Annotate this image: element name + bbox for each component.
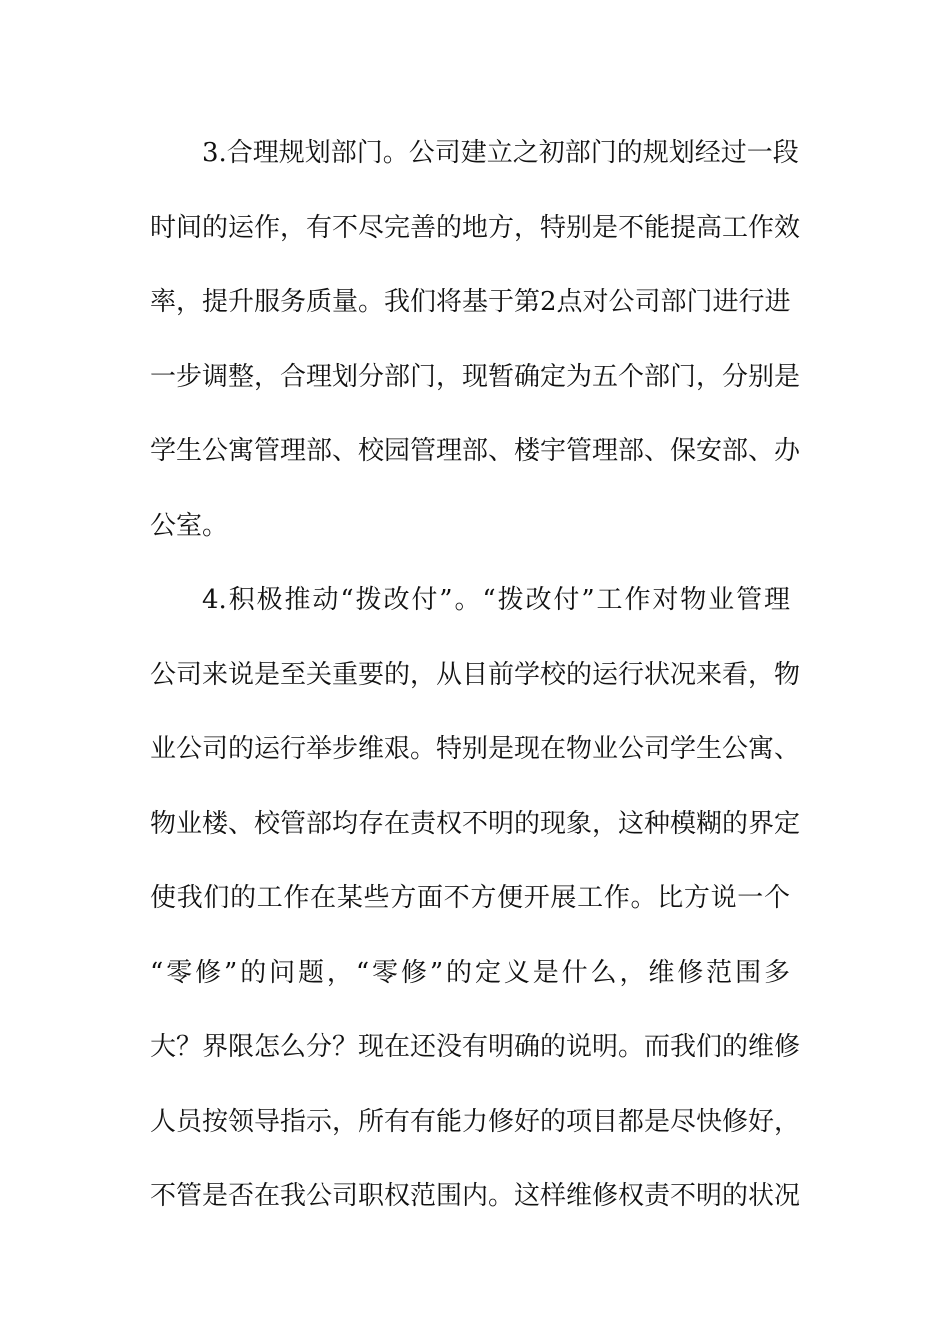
text-line: 4.积极推动“拨改付”。“拨改付”工作对物业管理 — [202, 585, 790, 615]
text-line: 人员按领导指示，所有有能力修好的项目都是尽快修好， — [150, 1106, 801, 1137]
text-line: 时间的运作，有不尽完善的地方，特别是不能提高工作效 — [150, 212, 801, 243]
document-page — [150, 116, 801, 1234]
paragraph-department-planning — [150, 116, 801, 563]
text-line: 使我们的工作在某些方面不方便开展工作。比方说一个 — [150, 883, 790, 913]
text-line: “零修”的问题，“零修”的定义是什么，维修范围多 — [150, 957, 790, 988]
text-line: 公室。 — [150, 510, 229, 541]
text-line: 学生公寓管理部、校园管理部、楼宇管理部、保安部、办 — [150, 436, 801, 466]
text-line: 率，提升服务质量。我们将基于第2点对公司部门进行进 — [150, 287, 791, 317]
text-line: 一步调整，合理划分部门，现暂确定为五个部门，分别是 — [150, 361, 801, 392]
text-line: 大？界限怎么分？现在还没有明确的说明。而我们的维修 — [150, 1032, 801, 1062]
text-line: 业公司的运行举步维艰。特别是现在物业公司学生公寓、 — [150, 734, 801, 764]
text-line: 公司来说是至关重要的，从目前学校的运行状况来看，物 — [150, 659, 801, 690]
text-line: 3.合理规划部门。公司建立之初部门的规划经过一段 — [202, 138, 799, 168]
text-line: 物业楼、校管部均存在责权不明的现象，这种模糊的界定 — [150, 808, 801, 839]
text-line: 不管是否在我公司职权范围内。这样维修权责不明的状况 — [150, 1181, 801, 1211]
paragraph-bogaifu — [150, 563, 801, 1234]
